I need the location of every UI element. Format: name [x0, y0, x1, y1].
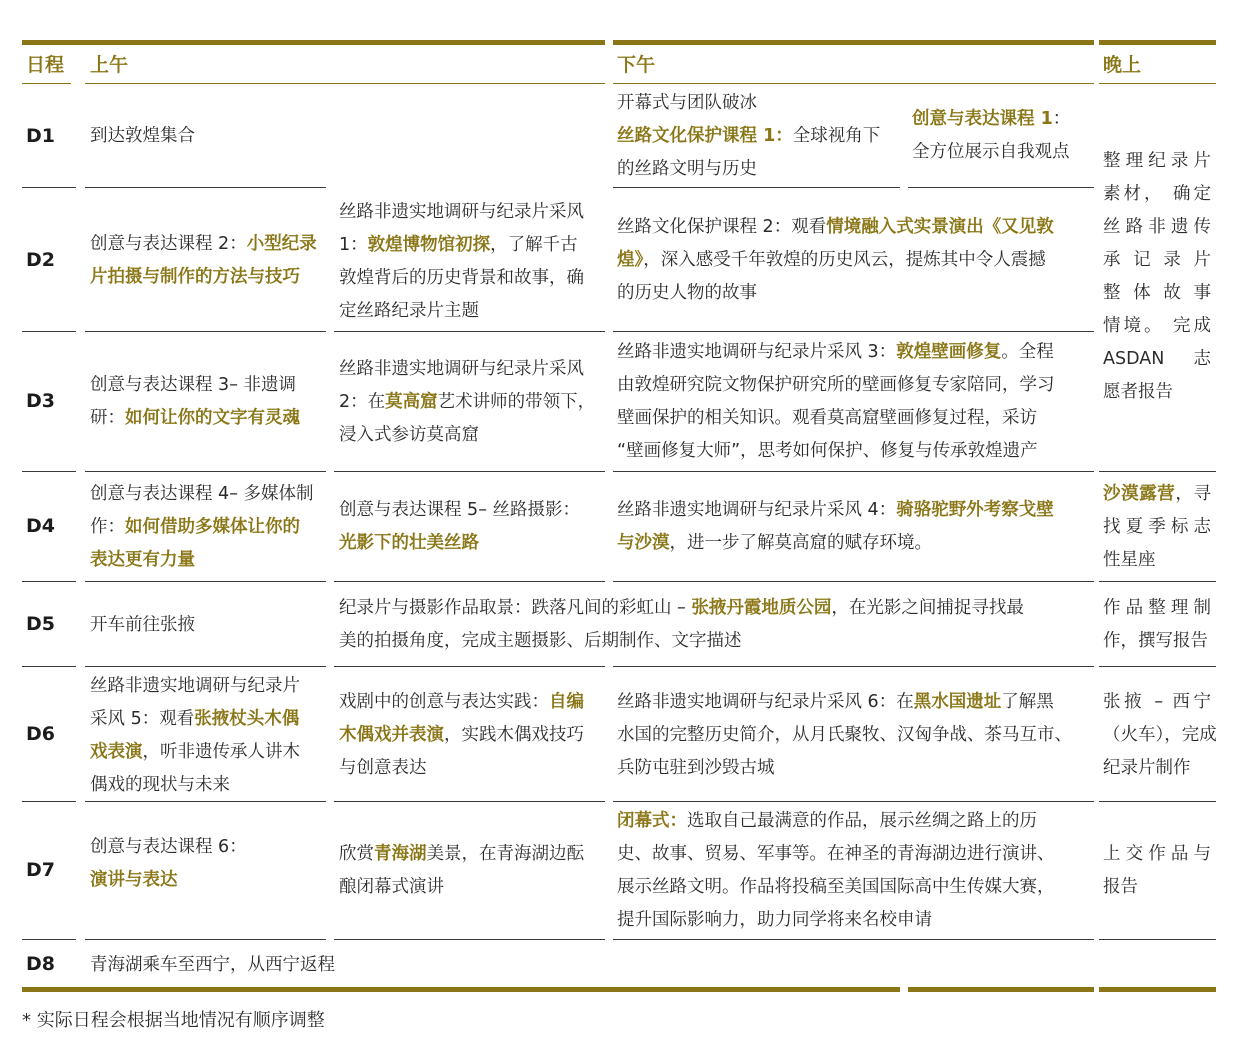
header-rule: [85, 83, 605, 84]
d6-morning-2: 戏剧中的创意与表达实践：自编 木偶戏并表演，实践木偶戏技巧 与创意表达: [339, 692, 584, 778]
row-divider: [334, 331, 605, 332]
day-label: D3: [26, 390, 55, 412]
row-divider: [613, 666, 1094, 667]
d2-morning-2: 丝路非遗实地调研与纪录片采风 1：敦煌博物馆初探，了解千古 敦煌背后的历史背景和故事，确 定丝路纪录片主题: [339, 202, 584, 321]
d4-morning-1: 创意与表达课程 4– 多媒体制 作：如何借助多媒体让你的 表达更有力量: [90, 484, 314, 570]
d4-evening: 沙漠露营，寻 找夏季标志 性星座: [1103, 484, 1212, 570]
d4-morning-2: 创意与表达课程 5– 丝路摄影： 光影下的壮美丝路: [339, 500, 581, 553]
row-divider: [1099, 581, 1216, 582]
row-divider: [1099, 939, 1216, 940]
row-divider: [85, 187, 326, 188]
row-divider: [22, 471, 76, 472]
row-divider: [1099, 666, 1216, 667]
row-divider: [334, 666, 605, 667]
d3-afternoon: 丝路非遗实地调研与纪录片采风 3：敦煌壁画修复。全程 由敦煌研究院文物保护研究所的壁画修复专家陪同，学习 壁画保护的相关知识。观看莫高窟壁画修复过程，采访 “壁画修复大师”，思考如何保护、修复与传承敦煌遗产: [617, 342, 1055, 461]
d7-morning-1: 创意与表达课程 6： 演讲与表达: [90, 837, 247, 890]
row-divider: [334, 939, 605, 940]
bottom-rule: [22, 987, 900, 992]
d5-evening: 作品整理制 作，撰写报告: [1103, 598, 1211, 651]
row-divider: [22, 939, 76, 940]
d2-afternoon: 丝路文化保护课程 2：观看情境融入式实景演出《又见敦 煌》，深入感受千年敦煌的历史风云，提炼其中令人震撼 的历史人物的故事: [617, 217, 1054, 303]
day-label: D5: [26, 613, 55, 635]
bottom-rule: [908, 987, 1094, 992]
row-divider: [613, 331, 1094, 332]
row-divider: [334, 471, 605, 472]
row-divider: [334, 581, 605, 582]
row-divider: [334, 801, 605, 802]
d1-afternoon-b: 创意与表达课程 1： 全方位展示自我观点: [912, 109, 1071, 162]
d1-morning: 到达敦煌集合: [90, 126, 195, 146]
day-label: D7: [26, 859, 55, 881]
d3-morning-1: 创意与表达课程 3– 非遗调 研：如何让你的文字有灵魂: [90, 375, 300, 428]
d1-afternoon-a: 开幕式与团队破冰 丝路文化保护课程 1：全球视角下 的丝路文明与历史: [617, 93, 881, 179]
d6-afternoon: 丝路非遗实地调研与纪录片采风 6：在黑水国遗址了解黑 水国的完整历史简介，从月氏聚牧、汉匈争战、茶马互市、 兵防屯驻到沙毁古城: [617, 692, 1072, 778]
row-divider: [613, 939, 1094, 940]
evening-d1-d3: 整理纪录片 素材， 确定 丝路非遗传 承记录片 整体故事 情境。 完成 ASDAN 志 愿者报告: [1103, 151, 1211, 402]
row-divider: [613, 187, 900, 188]
row-divider: [908, 187, 1094, 188]
header-rule: [22, 83, 71, 84]
row-divider: [613, 471, 1094, 472]
header-rule: [1099, 83, 1216, 84]
footnote: * 实际日程会根据当地情况有顺序调整: [22, 1010, 325, 1031]
row-divider: [85, 666, 326, 667]
header-day: 日程: [26, 54, 65, 76]
top-rule: [22, 40, 605, 45]
header-afternoon: 下午: [617, 54, 656, 76]
day-label: D6: [26, 723, 55, 745]
row-divider: [613, 581, 1094, 582]
d5-morning: 开车前往张掖: [90, 615, 195, 635]
d4-afternoon: 丝路非遗实地调研与纪录片采风 4：骑骆驼野外考察戈壁 与沙漠，进一步了解莫高窟的赋存环境。: [617, 500, 1054, 553]
d7-afternoon: 闭幕式：选取自己最满意的作品，展示丝绸之路上的历 史、故事、贸易、军事等。在神圣的青海湖边进行演讲、 展示丝路文明。作品将投稿至美国国际高中生传媒大赛， 提升国际影响力，助力同学将来名校申请: [617, 811, 1055, 930]
row-divider: [613, 801, 1094, 802]
row-divider: [22, 581, 76, 582]
row-divider: [85, 581, 326, 582]
row-divider: [85, 471, 326, 472]
header-rule: [613, 83, 1094, 84]
row-divider: [1099, 801, 1216, 802]
d3-morning-2: 丝路非遗实地调研与纪录片采风 2：在莫高窟艺术讲师的带领下， 浸入式参访莫高窟: [339, 359, 596, 445]
row-divider: [1099, 471, 1216, 472]
day-label: D4: [26, 515, 55, 537]
row-divider: [85, 331, 326, 332]
header-evening: 晚上: [1103, 54, 1142, 76]
row-divider: [85, 939, 326, 940]
d8-morning: 青海湖乘车至西宁，从西宁返程: [90, 955, 335, 975]
row-divider: [22, 666, 76, 667]
top-rule: [613, 40, 1094, 45]
row-divider: [22, 187, 76, 188]
d2-morning-1: 创意与表达课程 2：小型纪录 片拍摄与制作的方法与技巧: [90, 234, 317, 287]
day-label: D2: [26, 249, 55, 271]
header-morning: 上午: [90, 54, 129, 76]
d5-day: 纪录片与摄影作品取景：跌落凡间的彩虹山 – 张掖丹霞地质公园，在光影之间捕捉寻找最 美的拍摄角度，完成主题摄影、后期制作、文字描述: [339, 598, 1024, 651]
day-label: D8: [26, 953, 55, 975]
d7-morning-2: 欣赏青海湖美景，在青海湖边酝 酿闭幕式演讲: [339, 844, 584, 897]
d6-morning-1: 丝路非遗实地调研与纪录片 采风 5：观看张掖杖头木偶 戏表演，听非遗传承人讲木 偶戏的现状与未来: [90, 676, 300, 795]
d6-evening: 张掖 – 西宁 （火车），完成 纪录片制作: [1103, 692, 1217, 778]
row-divider: [22, 801, 76, 802]
row-divider: [22, 331, 76, 332]
day-label: D1: [26, 125, 55, 147]
bottom-rule: [1099, 987, 1216, 992]
d7-evening: 上交作品与 报告: [1103, 844, 1211, 897]
top-rule: [1099, 40, 1216, 45]
